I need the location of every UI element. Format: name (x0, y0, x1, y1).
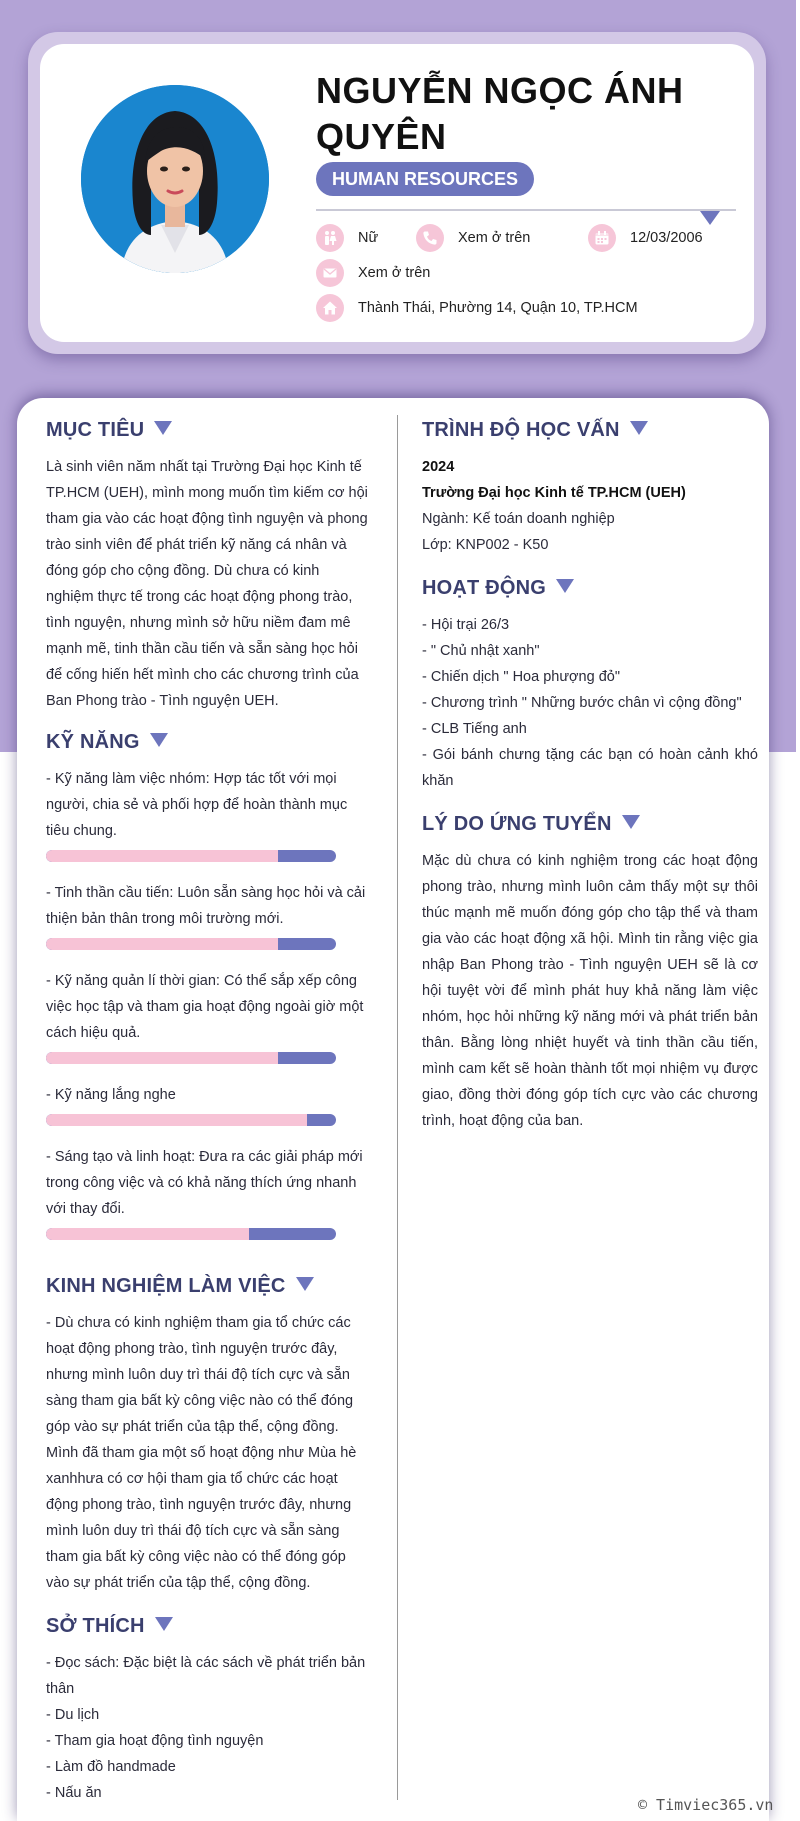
dob-info (588, 224, 703, 252)
activity-item: - CLB Tiếng anh (422, 721, 527, 737)
caret-down-icon (154, 421, 172, 435)
hobby-item: - Du lịch (46, 1707, 100, 1723)
address-value: Thành Thái, Phường 14, Quận 10, TP.HCM (358, 300, 638, 316)
objective-title: MỤC TIÊU (46, 418, 145, 441)
gender-icon (316, 224, 344, 252)
page-edge (796, 0, 800, 1821)
calendar-icon (588, 224, 616, 252)
activity-item: - " Chủ nhật xanh" (422, 643, 540, 659)
caret-down-icon (150, 733, 168, 747)
reason-section (422, 804, 758, 1134)
experience-text: - Dù chưa có kinh nghiệm tham gia tổ chức các hoạt động phong trào, tình nguyện trước đây, nhưng mình luôn duy trì thái độ tích cực và sẵn sàng tham gia bất kỳ công việc nào có thể đóng góp vào sự phát triển của tập thể, cộng đồng. Mình đã tham gia một số hoạt động như Mùa hè xanhhưa có cơ hội tham gia tổ chức các hoạt động phong trào, tình nguyện trước đây, nhưng mình luôn duy trì thái độ tích cực và sẵn sàng tham gia bất kỳ công việc nào có thể đóng góp vào sự phát triển của tập thể, cộng đồng. (46, 1315, 357, 1591)
education-school: Trường Đại học Kinh tế TP.HCM (UEH) (422, 485, 686, 501)
address-info (316, 294, 638, 322)
reason-text: Mặc dù chưa có kinh nghiệm trong các hoạt động phong trào, nhưng mình luôn cảm thấy một sự thôi thúc mạnh mẽ muốn đóng góp cho tập thể và tham gia vào các hoạt động xã hội. Mình tin rằng việc gia nhập Ban Phong trào - Tình nguyện UEH sẽ là cơ hội tuyệt vời để mình phát huy khả năng làm việc nhóm, học hỏi những kỹ năng mới và phát triển bản thân. Bằng lòng nhiệt huyết và tinh thần cầu tiến, mình cam kết sẽ hoàn thành tốt mọi nhiệm vụ được giao, đồng thời đóng góp tích cực vào các chương trình, hoạt động của ban. (422, 853, 758, 1129)
gender-value: Nữ (358, 230, 379, 246)
gender-info (316, 224, 378, 252)
skill-bar (46, 1052, 336, 1064)
reason-title: LÝ DO ỨNG TUYỂN (422, 812, 612, 835)
column-divider (397, 415, 398, 1800)
email-icon (316, 259, 344, 287)
header-card (28, 32, 766, 354)
skill-item (46, 880, 368, 950)
section-heading (46, 722, 368, 762)
skill-bar-fill (46, 1114, 307, 1126)
skill-bar (46, 1114, 336, 1126)
objective-section (46, 410, 368, 714)
skill-item (46, 1082, 368, 1126)
activity-item: - Gói bánh chưng tặng các bạn có hoàn cảnh khó khăn (422, 747, 758, 789)
skill-bar (46, 938, 336, 950)
skill-bar (46, 1228, 336, 1240)
email-value: Xem ở trên (358, 265, 431, 281)
activity-item: - Hội trại 26/3 (422, 617, 510, 633)
dob-value: 12/03/2006 (630, 230, 703, 246)
caret-down-icon (556, 579, 574, 593)
right-column (422, 410, 758, 1134)
education-entry (422, 454, 758, 558)
left-column (46, 410, 368, 1806)
education-title: TRÌNH ĐỘ HỌC VẤN (422, 418, 620, 441)
home-icon (316, 294, 344, 322)
caret-down-icon (622, 815, 640, 829)
caret-down-icon (630, 421, 648, 435)
skill-text: - Tinh thần cầu tiến: Luôn sẵn sàng học hỏi và cải thiện bản thân trong môi trường mới. (46, 885, 366, 927)
caret-down-icon (155, 1617, 173, 1631)
hobby-item: - Làm đồ handmade (46, 1759, 176, 1775)
experience-section (46, 1266, 368, 1596)
hobby-item: - Đọc sách: Đặc biệt là các sách về phát triển bản thân (46, 1655, 366, 1697)
header-card-inner (40, 44, 754, 342)
skill-text: - Kỹ năng quản lí thời gian: Có thể sắp xếp công việc học tập và tham gia hoạt động ngoài giờ một cách hiệu quả. (46, 973, 364, 1041)
hobbies-section (46, 1606, 368, 1806)
activities-section (422, 568, 758, 794)
avatar (81, 85, 269, 273)
activity-item: - Chương trình " Những bước chân vì cộng đồng" (422, 695, 742, 711)
skill-text: - Sáng tạo và linh hoạt: Đưa ra các giải pháp mới trong công việc và có khả năng thích ứng nhanh với thay đổi. (46, 1149, 363, 1217)
skills-title: KỸ NĂNG (46, 730, 140, 753)
skill-item (46, 766, 368, 862)
hobbies-title: SỞ THÍCH (46, 1614, 145, 1637)
skill-item (46, 968, 368, 1064)
activities-list (422, 612, 758, 794)
section-heading (46, 1606, 368, 1646)
activity-item: - Chiến dịch " Hoa phượng đỏ" (422, 669, 620, 685)
objective-text: Là sinh viên năm nhất tại Trường Đại học Kinh tế TP.HCM (UEH), mình mong muốn tìm kiếm cơ hội tham gia vào các hoạt động tình nguyện và phong trào sinh viên để phát triển kỹ năng cá nhân và đóng góp cho cộng đồng. Dù chưa có kinh nghiệm thực tế trong các hoạt động phong trào, tình nguyện, nhưng mình sở hữu niềm đam mê mạnh mẽ, tinh thần cầu tiến và sẵn sàng học hỏi để cống hiến hết mình cho các chương trình của Ban Phong trào - Tình nguyện UEH. (46, 459, 368, 709)
experience-title: KINH NGHIỆM LÀM VIỆC (46, 1274, 286, 1297)
phone-info (416, 224, 530, 252)
section-heading (422, 568, 758, 608)
skill-text: - Kỹ năng lắng nghe (46, 1087, 176, 1103)
skill-bar (46, 850, 336, 862)
education-year: 2024 (422, 459, 455, 475)
section-heading (46, 410, 368, 450)
activities-title: HOẠT ĐỘNG (422, 576, 547, 599)
watermark: © Timviec365.vn (638, 1796, 774, 1814)
job-title-badge: HUMAN RESOURCES (316, 162, 534, 196)
candidate-name: NGUYỄN NGỌC ÁNH QUYÊN (316, 70, 684, 157)
caret-down-icon (296, 1277, 314, 1291)
section-heading (46, 1266, 368, 1306)
education-section (422, 410, 758, 558)
section-heading (422, 804, 758, 844)
avatar-portrait (81, 85, 269, 273)
phone-icon (416, 224, 444, 252)
section-heading (422, 410, 758, 450)
skill-item (46, 1144, 368, 1240)
skill-bar-fill (46, 938, 278, 950)
skills-section (46, 722, 368, 1240)
skill-bar-fill (46, 1228, 249, 1240)
hobby-item: - Tham gia hoạt động tình nguyện (46, 1733, 264, 1749)
skill-text: - Kỹ năng làm việc nhóm: Hợp tác tốt với mọi người, chia sẻ và phối hợp để hoàn thành mục tiêu chung. (46, 771, 348, 839)
header-divider (316, 209, 736, 211)
education-class: Lớp: KNP002 - K50 (422, 537, 549, 553)
skill-bar-fill (46, 1052, 278, 1064)
phone-value: Xem ở trên (458, 230, 531, 246)
hobby-item: - Nấu ăn (46, 1785, 102, 1801)
hobbies-list (46, 1650, 368, 1806)
caret-down-icon (700, 211, 720, 225)
education-major: Ngành: Kế toán doanh nghiệp (422, 511, 615, 527)
skill-bar-fill (46, 850, 278, 862)
email-info (316, 259, 430, 287)
